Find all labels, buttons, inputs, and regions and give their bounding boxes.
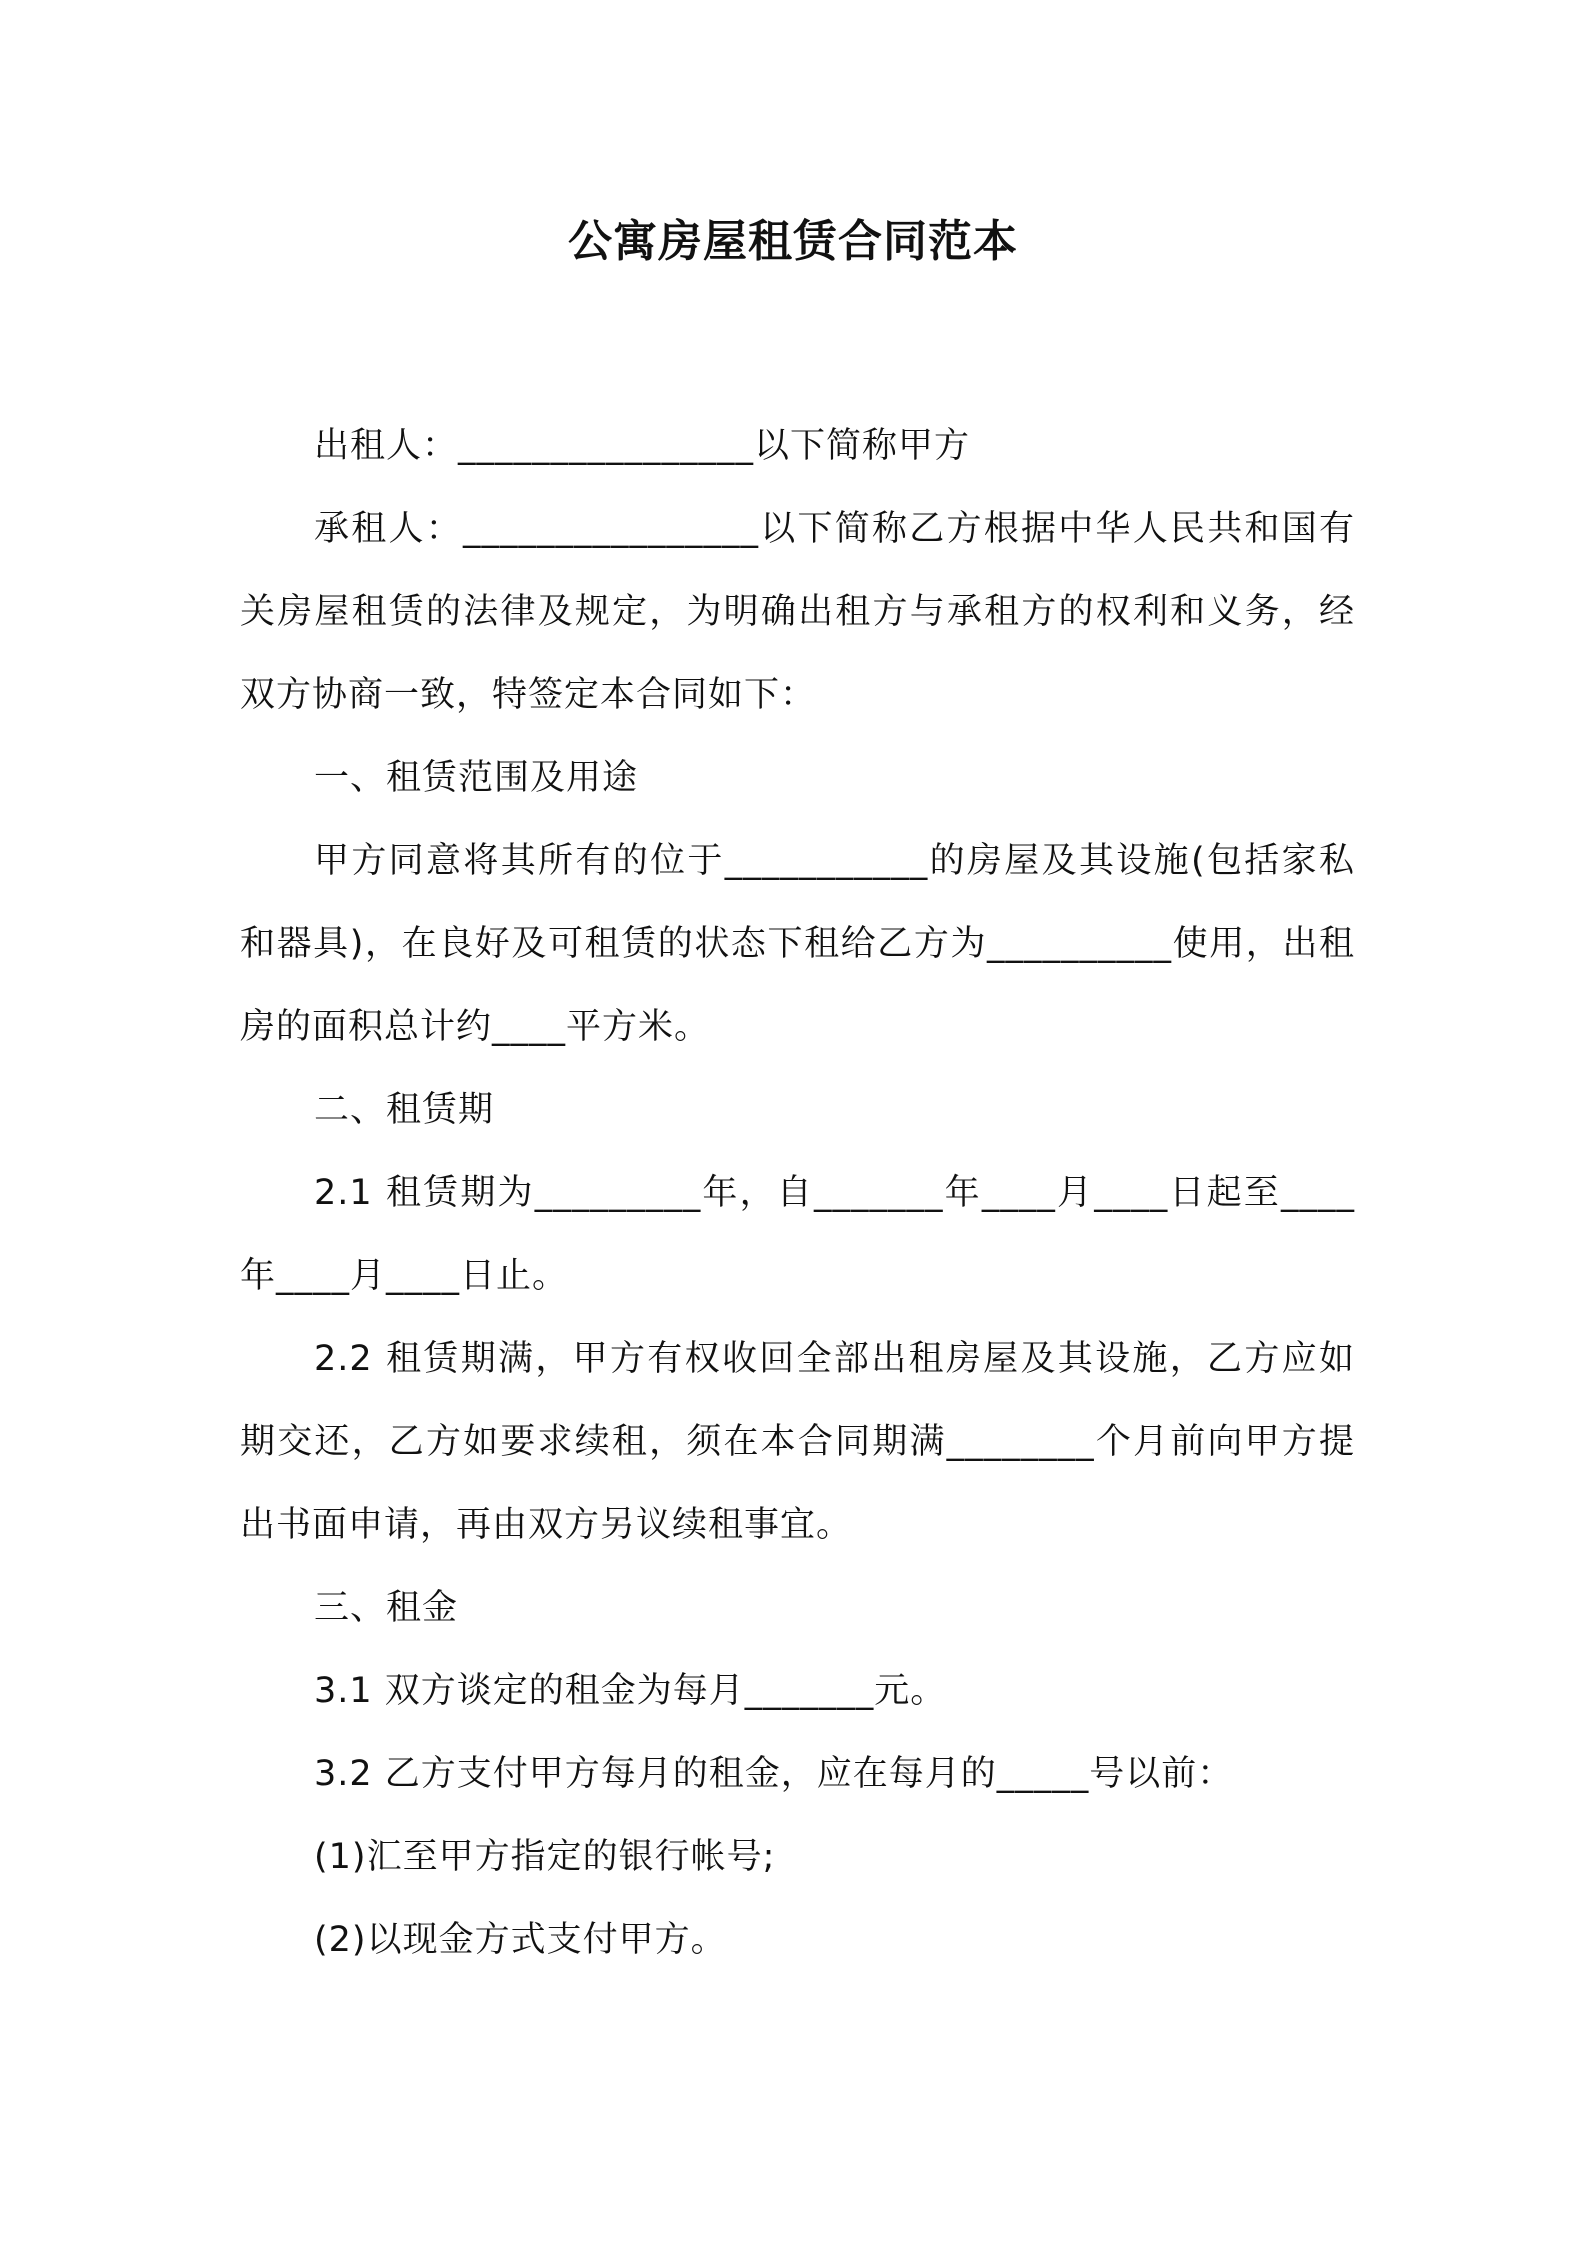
paragraph-term-2-1: 2.1 租赁期为_________年，自_______年____月____日起至____年____月____日止。 <box>240 1173 1355 1296</box>
document-title: 公寓房屋租赁合同范本 <box>568 216 1018 267</box>
paragraph-lessor: 出租人：________________以下简称甲方 <box>314 426 971 466</box>
section-heading-term: 二、租赁期 <box>314 1090 495 1130</box>
section-heading-rent: 三、租金 <box>314 1588 459 1628</box>
section-heading-scope: 一、租赁范围及用途 <box>314 758 639 798</box>
paragraph-payment-option-2: (2)以现金方式支付甲方。 <box>314 1920 727 1960</box>
paragraph-rent-3-2: 3.2 乙方支付甲方每月的租金，应在每月的_____号以前： <box>314 1754 1234 1794</box>
paragraph-scope: 甲方同意将其所有的位于___________的房屋及其设施(包括家私和器具)，在良好及可租赁的状态下租给乙方为__________使用，出租房的面积总计约____平方米。 <box>240 841 1355 1047</box>
paragraph-term-2-2: 2.2 租赁期满，甲方有权收回全部出租房屋及其设施，乙方应如期交还，乙方如要求续租，须在本合同期满________个月前向甲方提出书面申请，再由双方另议续租事宜。 <box>240 1339 1355 1545</box>
paragraph-lessee: 承租人：________________以下简称乙方根据中华人民共和国有关房屋租赁的法律及规定，为明确出租方与承租方的权利和义务，经双方协商一致，特签定本合同如下： <box>240 509 1355 715</box>
paragraph-rent-3-1: 3.1 双方谈定的租金为每月_______元。 <box>314 1671 947 1711</box>
paragraph-payment-option-1: (1)汇至甲方指定的银行帐号; <box>314 1837 776 1877</box>
document-body <box>240 405 1355 1982</box>
